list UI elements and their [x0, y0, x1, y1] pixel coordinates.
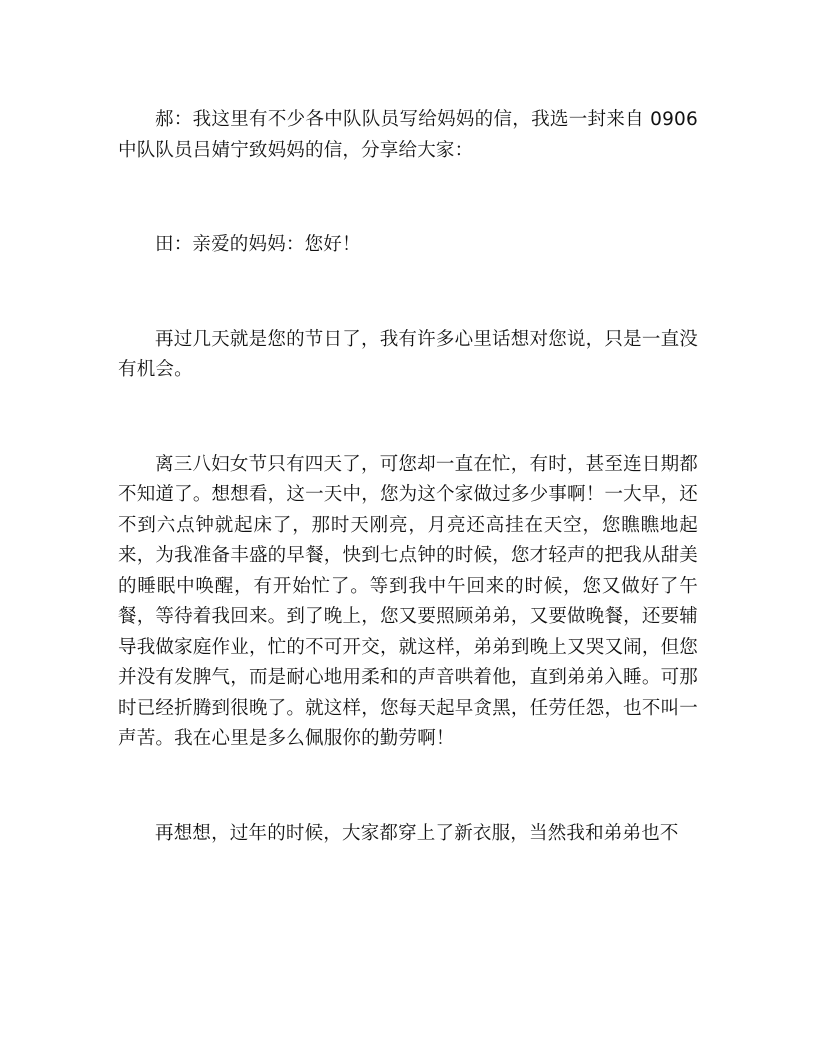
- document-body: [118, 105, 698, 849]
- paragraph-continued: 再想想，过年的时候，大家都穿上了新衣服，当然我和弟弟也不: [155, 822, 679, 844]
- paragraph-body: 离三八妇女节只有四天了，可您却一直在忙，有时，甚至连日期都不知道了。想想看，这一天中，您为这个家做过多少事啊！一大早，还不到六点钟就起床了，那时天刚亮，月亮还高挂在天空，您瞧瞧地起来，为我准备丰盛的早餐，快到七点钟的时候，您才轻声的把我从甜美的睡眠中唤醒，有开始忙了。等到我中午回来的时候，您又做好了午餐，等待着我回来。到了晚上，您又要照顾弟弟，又要做晚餐，还要辅导我做家庭作业，忙的不可开交，就这样，弟弟到晚上又哭又闹，但您并没有发脾气，而是耐心地用柔和的声音哄着他，直到弟弟入睡。可那时已经折腾到很晚了。就这样，您每天起早贪黑，任劳任怨，也不叫一声苦。我在心里是多么佩服你的勤劳啊！: [118, 453, 698, 749]
- paragraph-greeting: 田：亲爱的妈妈：您好！: [155, 234, 361, 255]
- paragraph-opening: 再过几天就是您的节日了，我有许多心里话想对您说，只是一直没有机会。: [118, 328, 698, 380]
- paragraph-intro: 郝：我这里有不少各中队队员写给妈妈的信，我选一封来自 0906 中队队员吕婧宁致妈妈的信，分享给大家：: [118, 109, 698, 161]
